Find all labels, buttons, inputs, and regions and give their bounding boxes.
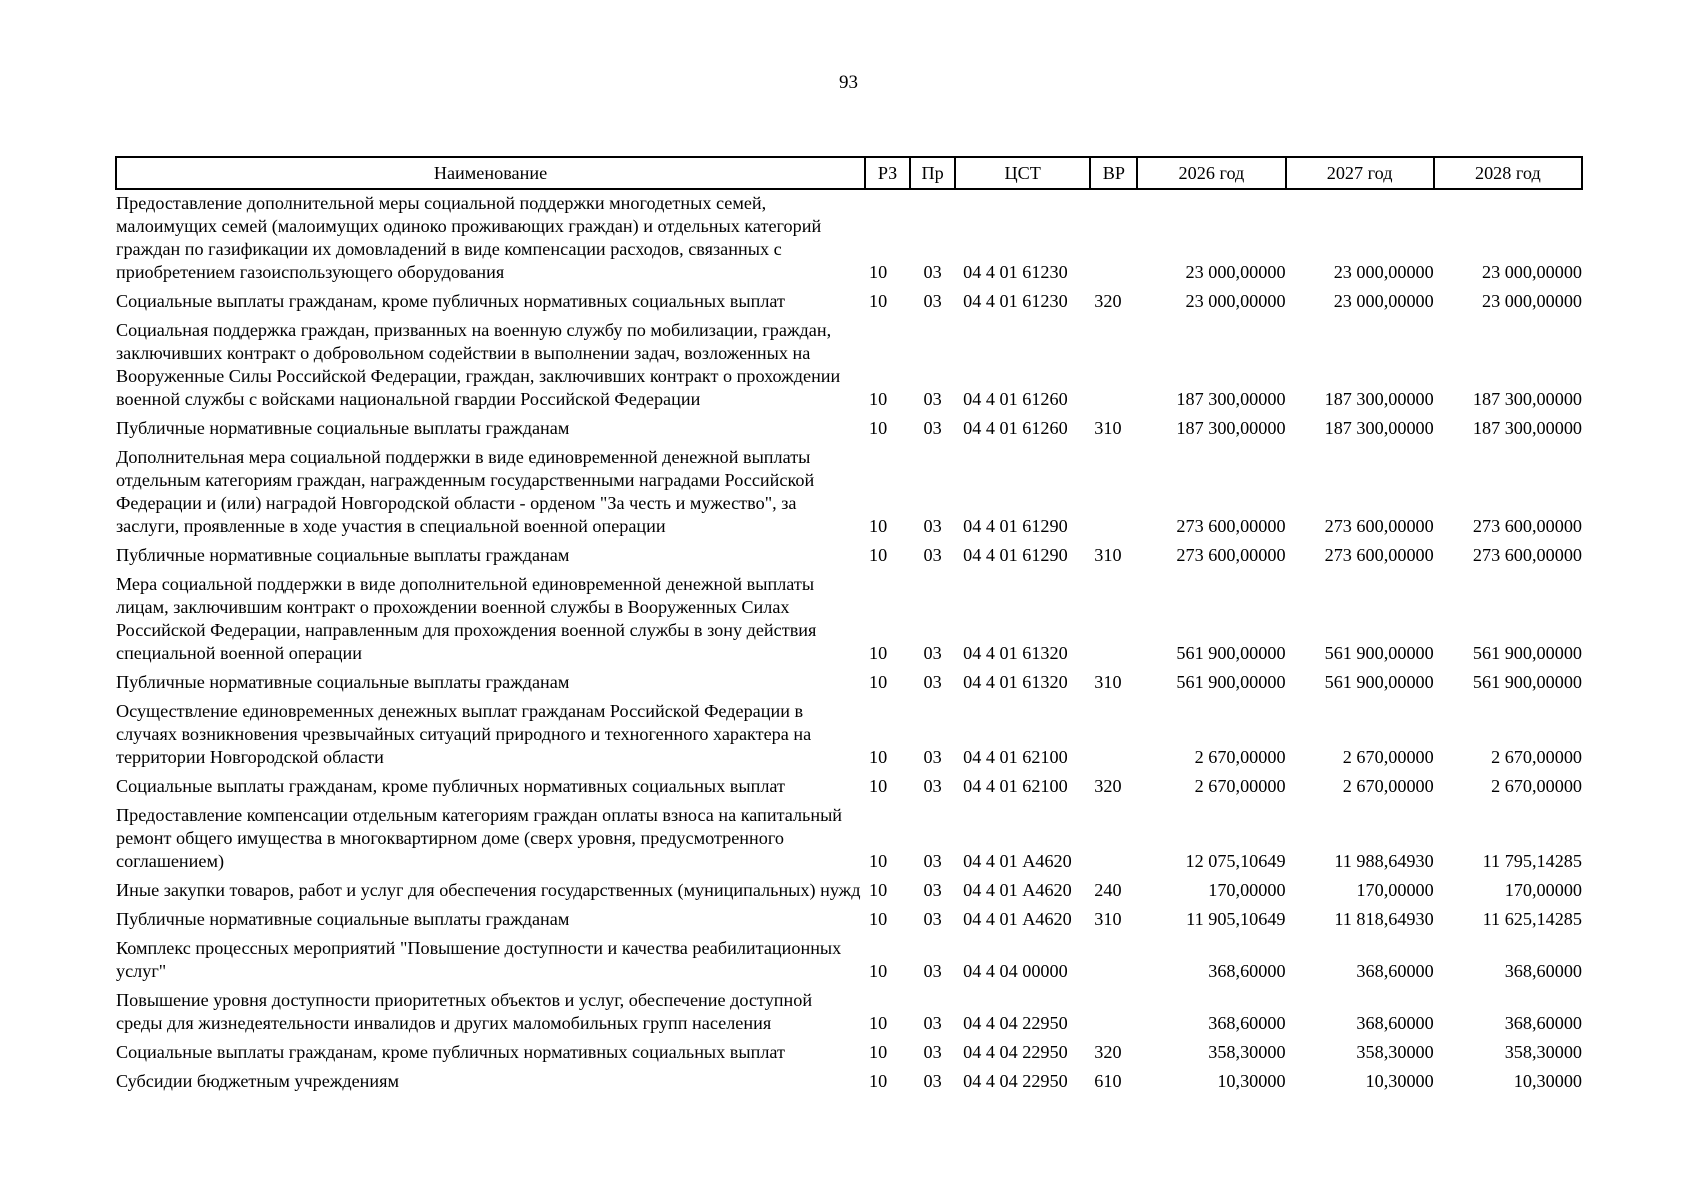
header-pr: Пр [910,157,955,189]
row-vr-cell: 310 [1094,545,1122,565]
row-2027-value: 561 900,00000 [1324,643,1434,663]
header-vr: ВР [1090,157,1137,189]
row-rz-cell: 10 [869,776,888,796]
row-pr-cell: 03 [923,418,942,438]
row-2028-value: 273 600,00000 [1472,516,1582,536]
row-2027-value: 23 000,00000 [1333,291,1434,311]
row-name-cell: Публичные нормативные социальные выплаты гражданам [116,418,570,438]
row-2027-value: 273 600,00000 [1324,516,1434,536]
row-vr-cell: 310 [1094,418,1122,438]
header-2027: 2027 год [1286,157,1434,189]
row-2026-value: 273 600,00000 [1176,516,1286,536]
row-rz-cell: 10 [869,643,888,663]
row-cst-cell: 04 4 04 22950 [963,1042,1068,1062]
row-pr-cell: 03 [923,291,942,311]
row-2028-value: 561 900,00000 [1472,672,1582,692]
row-pr-cell: 03 [923,776,942,796]
row-rz-cell: 10 [869,1071,888,1091]
row-name-cell: Предоставление компенсации отдельным категориям граждан оплаты взноса на капитальный ремонт общего имущества в многоквартирном доме (сверх уровня, предусмотренного соглашением) [116,805,843,871]
row-name-cell: Иные закупки товаров, работ и услуг для обеспечения государственных (муниципальных) нужд [116,880,861,900]
row-2028-value: 11 795,14285 [1482,851,1582,871]
row-rz-cell: 10 [869,851,888,871]
table-row [116,700,1582,775]
budget-table [115,156,1583,1099]
header-rz: РЗ [865,157,910,189]
row-2028-value: 11 625,14285 [1482,909,1582,929]
row-cst-cell: 04 4 04 22950 [963,1071,1068,1091]
row-2026-value: 23 000,00000 [1185,262,1286,282]
table-row [116,290,1582,319]
header-2026: 2026 год [1137,157,1285,189]
row-pr-cell: 03 [923,1071,942,1091]
header-name: Наименование [116,157,865,189]
row-rz-cell: 10 [869,389,888,409]
row-vr-cell: 320 [1094,291,1122,311]
row-2026-value: 12 075,10649 [1185,851,1286,871]
row-name-cell: Социальные выплаты гражданам, кроме публичных нормативных социальных выплат [116,776,785,796]
row-2027-value: 2 670,00000 [1342,747,1434,767]
row-pr-cell: 03 [923,262,942,282]
row-2027-value: 2 670,00000 [1342,776,1434,796]
row-2026-value: 368,60000 [1208,961,1286,981]
row-pr-cell: 03 [923,389,942,409]
row-cst-cell: 04 4 04 22950 [963,1013,1068,1033]
row-vr-cell: 320 [1094,1042,1122,1062]
row-rz-cell: 10 [869,418,888,438]
row-vr-cell [1090,989,1137,1041]
row-2027-value: 368,60000 [1356,961,1434,981]
row-2026-value: 10,30000 [1217,1071,1286,1091]
row-rz-cell: 10 [869,909,888,929]
row-rz-cell: 10 [869,516,888,536]
row-name-cell: Социальные выплаты гражданам, кроме публичных нормативных социальных выплат [116,291,785,311]
table-row [116,319,1582,417]
header-2028: 2028 год [1434,157,1582,189]
row-name-cell: Субсидии бюджетным учреждениям [116,1071,400,1091]
header-cst: ЦСТ [955,157,1090,189]
row-2028-value: 23 000,00000 [1481,262,1582,282]
row-vr-cell [1090,446,1137,544]
row-pr-cell: 03 [923,643,942,663]
table-row [116,1041,1582,1070]
row-2026-value: 23 000,00000 [1185,291,1286,311]
row-2027-value: 11 988,64930 [1334,851,1434,871]
row-2027-value: 561 900,00000 [1324,672,1434,692]
row-vr-cell [1090,573,1137,671]
row-2026-value: 561 900,00000 [1176,672,1286,692]
row-pr-cell: 03 [923,516,942,536]
row-2027-value: 358,30000 [1356,1042,1434,1062]
table-row [116,671,1582,700]
table-body [116,189,1582,1099]
row-2028-value: 368,60000 [1504,961,1582,981]
row-vr-cell: 310 [1094,672,1122,692]
row-pr-cell: 03 [923,1042,942,1062]
table-header [116,157,1582,189]
row-2027-value: 187 300,00000 [1324,389,1434,409]
row-pr-cell: 03 [923,747,942,767]
row-2026-value: 187 300,00000 [1176,418,1286,438]
row-name-cell: Социальные выплаты гражданам, кроме публичных нормативных социальных выплат [116,1042,785,1062]
row-2028-value: 368,60000 [1504,1013,1582,1033]
row-2026-value: 358,30000 [1208,1042,1286,1062]
row-rz-cell: 10 [869,262,888,282]
row-2026-value: 170,00000 [1208,880,1286,900]
row-rz-cell: 10 [869,747,888,767]
row-cst-cell: 04 4 01 62100 [963,747,1068,767]
row-pr-cell: 03 [923,545,942,565]
row-rz-cell: 10 [869,672,888,692]
row-pr-cell: 03 [923,880,942,900]
row-cst-cell: 04 4 01 61230 [963,262,1068,282]
row-2028-value: 358,30000 [1504,1042,1582,1062]
row-2028-value: 2 670,00000 [1491,776,1582,796]
row-vr-cell: 320 [1094,776,1122,796]
row-pr-cell: 03 [923,1013,942,1033]
page-number: 93 [839,72,858,93]
row-rz-cell: 10 [869,961,888,981]
row-vr-cell [1090,804,1137,879]
row-2028-value: 273 600,00000 [1472,545,1582,565]
row-2027-value: 23 000,00000 [1333,262,1434,282]
row-cst-cell: 04 4 01 61320 [963,643,1068,663]
row-2027-value: 11 818,64930 [1334,909,1434,929]
row-cst-cell: 04 4 01 А4620 [963,909,1072,929]
table-row [116,804,1582,879]
table-row [116,189,1582,290]
row-pr-cell: 03 [923,961,942,981]
row-cst-cell: 04 4 01 А4620 [963,851,1072,871]
table-row [116,1070,1582,1099]
row-name-cell: Публичные нормативные социальные выплаты гражданам [116,545,570,565]
row-name-cell: Предоставление дополнительной меры социальной поддержки многодетных семей, малоимущих семей (малоимущих одиноко проживающих граждан) и отдельных категорий граждан по газификации их домовладений в виде компенсации расходов, связанных с приобретением газоиспользующего оборудования [116,193,822,282]
row-name-cell: Повышение уровня доступности приоритетных объектов и услуг, обеспечение доступной среды для жизнедеятельности инвалидов и других маломобильных групп населения [116,990,813,1033]
table-row [116,989,1582,1041]
row-2027-value: 10,30000 [1365,1071,1434,1091]
row-pr-cell: 03 [923,909,942,929]
row-2027-value: 368,60000 [1356,1013,1434,1033]
row-2028-value: 170,00000 [1504,880,1582,900]
row-2026-value: 368,60000 [1208,1013,1286,1033]
row-2028-value: 187 300,00000 [1472,418,1582,438]
row-2028-value: 187 300,00000 [1472,389,1582,409]
row-vr-cell: 610 [1094,1071,1122,1091]
table-row [116,544,1582,573]
row-2026-value: 561 900,00000 [1176,643,1286,663]
row-2026-value: 11 905,10649 [1186,909,1286,929]
row-2028-value: 2 670,00000 [1491,747,1582,767]
row-cst-cell: 04 4 01 61260 [963,389,1068,409]
table-row [116,937,1582,989]
row-cst-cell: 04 4 01 А4620 [963,880,1072,900]
row-2026-value: 187 300,00000 [1176,389,1286,409]
row-rz-cell: 10 [869,880,888,900]
row-rz-cell: 10 [869,1042,888,1062]
header-row [116,157,1582,189]
row-name-cell: Комплекс процессных мероприятий "Повышение доступности и качества реабилитационных услуг" [116,938,842,981]
row-cst-cell: 04 4 01 61320 [963,672,1068,692]
table-row [116,775,1582,804]
row-rz-cell: 10 [869,291,888,311]
row-2028-value: 23 000,00000 [1481,291,1582,311]
row-name-cell: Мера социальной поддержки в виде дополнительной единовременной денежной выплаты лицам, заключившим контракт о прохождении военной службы в Вооруженных Силах Российской Федерации, направленным для прохождения военной службы в зону действия специальной военной операции [116,574,817,663]
row-vr-cell [1090,319,1137,417]
table-row [116,446,1582,544]
row-name-cell: Дополнительная мера социальной поддержки в виде единовременной денежной выплаты отдельным категориям граждан, награжденным государственными наградами Российской Федерации и (или) наградой Новгородской области - орденом "За честь и мужество", за заслуги, проявленные в ходе участия в специальной военной операции [116,447,815,536]
table-row [116,908,1582,937]
row-cst-cell: 04 4 04 00000 [963,961,1068,981]
row-cst-cell: 04 4 01 61260 [963,418,1068,438]
row-cst-cell: 04 4 01 61290 [963,516,1068,536]
row-vr-cell: 310 [1094,909,1122,929]
row-2028-value: 10,30000 [1513,1071,1582,1091]
table-row [116,879,1582,908]
row-2026-value: 273 600,00000 [1176,545,1286,565]
row-name-cell: Публичные нормативные социальные выплаты гражданам [116,672,570,692]
row-rz-cell: 10 [869,1013,888,1033]
row-cst-cell: 04 4 01 61230 [963,291,1068,311]
row-cst-cell: 04 4 01 62100 [963,776,1068,796]
row-2026-value: 2 670,00000 [1194,747,1286,767]
table-row [116,417,1582,446]
row-name-cell: Публичные нормативные социальные выплаты гражданам [116,909,570,929]
table-row [116,573,1582,671]
row-rz-cell: 10 [869,545,888,565]
row-name-cell: Осуществление единовременных денежных выплат гражданам Российской Федерации в случаях возникновения чрезвычайных ситуаций природного и техногенного характера на территории Новгородской области [116,701,812,767]
row-pr-cell: 03 [923,672,942,692]
row-2028-value: 561 900,00000 [1472,643,1582,663]
row-cst-cell: 04 4 01 61290 [963,545,1068,565]
row-vr-cell [1090,189,1137,290]
row-2027-value: 170,00000 [1356,880,1434,900]
row-vr-cell: 240 [1094,880,1122,900]
row-2027-value: 187 300,00000 [1324,418,1434,438]
row-2026-value: 2 670,00000 [1194,776,1286,796]
row-vr-cell [1090,937,1137,989]
row-vr-cell [1090,700,1137,775]
row-pr-cell: 03 [923,851,942,871]
row-name-cell: Социальная поддержка граждан, призванных на военную службу по мобилизации, граждан, заключивших контракт о добровольном содействии в выполнении задач, возложенных на Вооруженные Силы Российской Федерации, граждан, заключивших контракт о прохождении военной службы с войсками национальной гвардии Российской Федерации [116,320,841,409]
row-2027-value: 273 600,00000 [1324,545,1434,565]
